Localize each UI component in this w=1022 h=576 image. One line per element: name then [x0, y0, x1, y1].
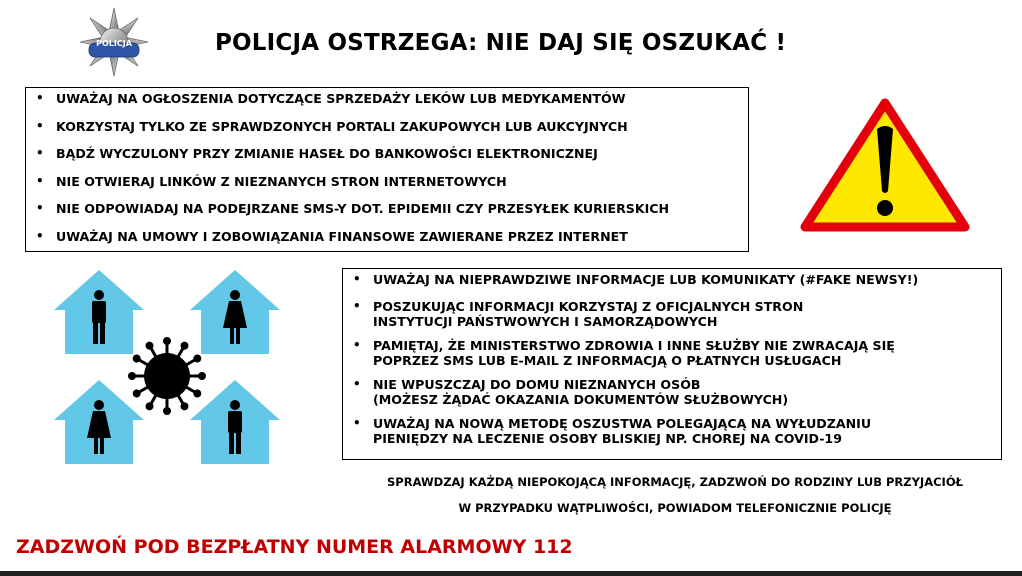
alarm-number-callout: ZADZWOŃ POD BEZPŁATNY NUMER ALARMOWY 112: [16, 536, 573, 558]
list-item: • UWAŻAJ NA OGŁOSZENIA DOTYCZĄCE SPRZEDAŻY LEKÓW LUB MEDYKAMENTÓW: [36, 91, 626, 106]
list-item: • KORZYSTAJ TYLKO ZE SPRAWDZONYCH PORTALI ZAKUPOWYCH LUB AUKCYJNYCH: [36, 118, 628, 134]
tips-top-box: [25, 87, 749, 252]
bullet-icon: •: [36, 173, 44, 188]
bullet-icon: •: [36, 91, 44, 105]
list-item: • NIE ODPOWIADAJ NA PODEJRZANE SMS-Y DOT. EPIDEMII CZY PRZESYŁEK KURIERSKICH: [36, 201, 670, 216]
tips-bottom-list: [351, 272, 995, 446]
list-item: • PAMIĘTAJ, ŻE MINISTERSTWO ZDROWIA I INNE SŁUŻBY NIE ZWRACAJĄ SIĘ POPRZEZ SMS LUB E-MAIL Z INFORMACJĄ O PŁATNYCH USŁUGACH: [353, 338, 895, 368]
warning-triangle-icon: [799, 95, 971, 235]
bullet-icon: •: [353, 416, 361, 430]
tips-bottom-box: [342, 268, 1002, 460]
note-notify-police: W PRZYPADKU WĄTPLIWOŚCI, POWIADOM TELEFONICZNIE POLICJĘ: [458, 501, 892, 515]
badge-text: POLICJA: [96, 39, 132, 48]
bullet-icon: •: [353, 377, 361, 391]
list-item: • NIE WPUSZCZAJ DO DOMU NIEZNANYCH OSÓB (MOŻESZ ŻĄDAĆ OKAZANIA DOKUMENTÓW SŁUŻBOWYCH): [353, 377, 789, 407]
bullet-icon: •: [36, 228, 44, 243]
bullet-icon: •: [36, 118, 44, 133]
list-item: • POSZUKUJĄC INFORMACJI KORZYSTAJ Z OFICJALNYCH STRON INSTYTUCJI PAŃSTWOWYCH I SAMORZĄDOWYCH: [353, 299, 804, 329]
bullet-icon: •: [353, 299, 361, 313]
list-item: • UWAŻAJ NA UMOWY I ZOBOWIĄZANIA FINANSOWE ZAWIERANE PRZEZ INTERNET: [36, 228, 628, 244]
tips-top-list: [34, 91, 742, 244]
bullet-icon: •: [353, 338, 361, 352]
page-title: POLICJA OSTRZEGA: NIE DAJ SIĘ OSZUKAĆ !: [215, 30, 787, 56]
list-item: • UWAŻAJ NA NIEPRAWDZIWE INFORMACJE LUB KOMUNIKATY (#FAKE NEWSY!): [353, 272, 919, 287]
bullet-icon: •: [36, 146, 44, 160]
houses-virus-illustration: [50, 268, 282, 468]
list-item: • UWAŻAJ NA NOWĄ METODĘ OSZUSTWA POLEGAJĄCĄ NA WYŁUDZANIU PIENIĘDZY NA LECZENIE OSOBY BLISKIEJ NP. CHOREJ NA COVID-19: [353, 416, 872, 446]
note-check-info: SPRAWDZAJ KAŻDĄ NIEPOKOJĄCĄ INFORMACJĘ, ZADZWOŃ DO RODZINY LUB PRZYJACIÓŁ: [387, 475, 963, 489]
bullet-icon: •: [353, 272, 361, 286]
bullet-icon: •: [36, 201, 44, 215]
bottom-divider: [0, 571, 1022, 576]
list-item: • NIE OTWIERAJ LINKÓW Z NIEZNANYCH STRON INTERNETOWYCH: [36, 173, 507, 189]
list-item: • BĄDŹ WYCZULONY PRZY ZMIANIE HASEŁ DO BANKOWOŚCI ELEKTRONICZNEJ: [36, 146, 598, 161]
coronavirus-icon: [128, 337, 206, 415]
